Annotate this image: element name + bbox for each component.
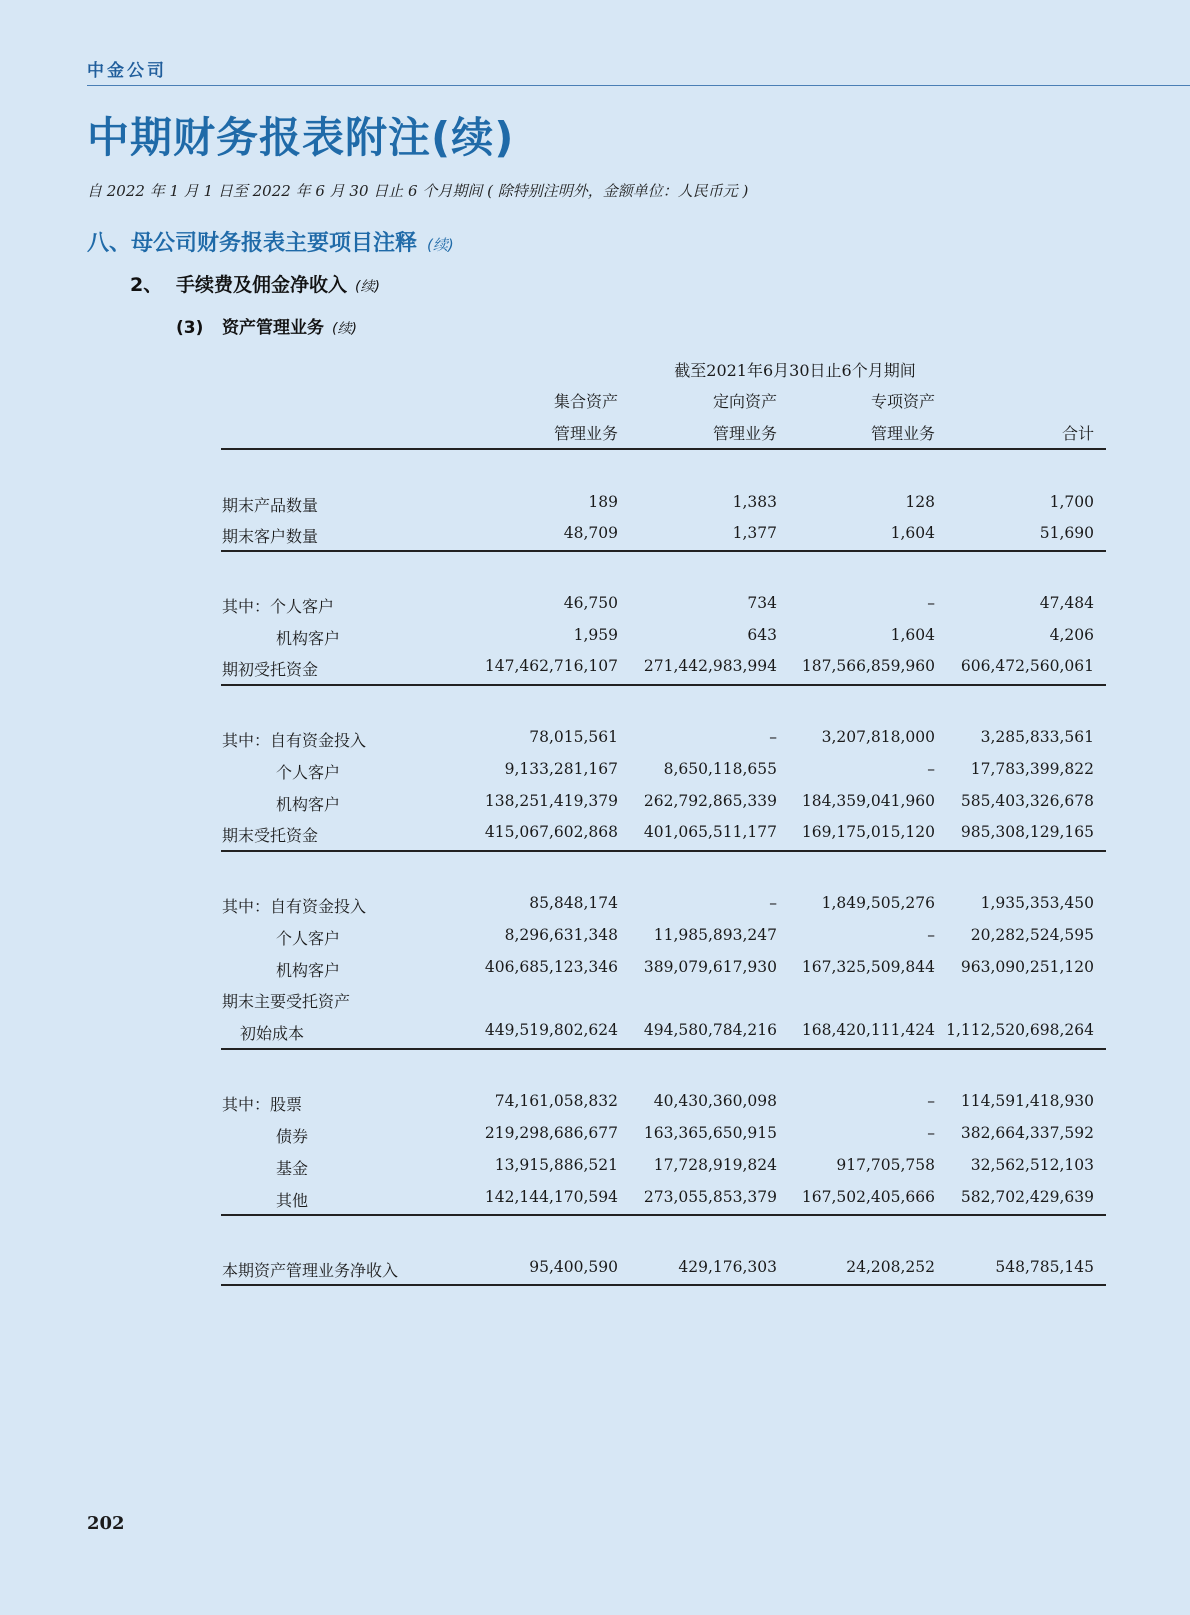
- table-row: [0, 728, 1190, 752]
- row-value: 917,705,758: [836, 1156, 935, 1174]
- row-value: 1,112,520,698,264: [946, 1021, 1094, 1039]
- row-value: 142,144,170,594: [484, 1188, 618, 1206]
- table-row: [0, 1021, 1190, 1045]
- row-value: 271,442,983,994: [643, 657, 777, 675]
- row-value: 3,207,818,000: [821, 728, 935, 746]
- row-value: 17,728,919,824: [653, 1156, 777, 1174]
- subsubsection-title: 资产管理业务: [222, 318, 324, 338]
- row-label: 期末主要受托资产: [222, 992, 351, 1011]
- row-value: 13,915,886,521: [494, 1156, 618, 1174]
- row-value: 1,935,353,450: [980, 894, 1094, 912]
- row-label: 机构客户: [276, 795, 341, 814]
- row-value: 985,308,129,165: [960, 823, 1094, 841]
- table-header-rule: [221, 448, 1106, 450]
- row-value: 406,685,123,346: [484, 958, 618, 976]
- row-label: 本期资产管理业务净收入: [222, 1261, 399, 1280]
- row-value: –: [769, 894, 777, 912]
- row-label: 债券: [276, 1127, 309, 1146]
- row-label: 其中：自有资金投入: [222, 897, 367, 916]
- row-value: 1,700: [1049, 493, 1094, 511]
- subsection-cont: (续): [355, 279, 380, 295]
- table-row: [0, 958, 1190, 982]
- row-value: 1,604: [890, 626, 935, 644]
- row-value: 32,562,512,103: [970, 1156, 1094, 1174]
- row-value: 548,785,145: [995, 1258, 1094, 1276]
- row-value: 3,285,833,561: [980, 728, 1094, 746]
- table-row: [0, 823, 1190, 847]
- section-title: 八、母公司财务报表主要项目注释: [87, 231, 418, 256]
- row-value: 273,055,853,379: [643, 1188, 777, 1206]
- row-value: 585,403,326,678: [960, 792, 1094, 810]
- row-value: 582,702,429,639: [960, 1188, 1094, 1206]
- row-value: 449,519,802,624: [484, 1021, 618, 1039]
- row-label: 其中：个人客户: [222, 597, 335, 616]
- table-row: [0, 1156, 1190, 1180]
- col3-header-line1: 专项资产: [870, 392, 935, 411]
- row-value: 1,383: [732, 493, 777, 511]
- row-value: 48,709: [563, 524, 618, 542]
- row-value: 219,298,686,677: [484, 1124, 618, 1142]
- table-row: [0, 1124, 1190, 1148]
- table-row: [0, 989, 1190, 1013]
- row-value: 20,282,524,595: [970, 926, 1094, 944]
- row-label: 机构客户: [276, 629, 341, 648]
- table-row: [0, 894, 1190, 918]
- row-value: 74,161,058,832: [494, 1092, 618, 1110]
- row-value: 1,849,505,276: [821, 894, 935, 912]
- row-value: 138,251,419,379: [484, 792, 618, 810]
- table-rule: [221, 1048, 1106, 1050]
- header-rule: [87, 85, 1190, 86]
- row-value: 9,133,281,167: [504, 760, 618, 778]
- col1-header-line2: 管理业务: [553, 424, 618, 443]
- row-value: 643: [747, 626, 777, 644]
- table-rule: [221, 550, 1106, 552]
- row-label: 期末产品数量: [222, 496, 319, 515]
- table-row: [0, 657, 1190, 681]
- row-label: 其中：股票: [222, 1095, 303, 1114]
- row-value: –: [927, 760, 935, 778]
- table-rule: [221, 684, 1106, 686]
- row-label: 基金: [276, 1159, 309, 1178]
- table-rule: [221, 850, 1106, 852]
- subsection-number: 2、: [130, 274, 163, 296]
- row-value: 169,175,015,120: [801, 823, 935, 841]
- table-row: [0, 760, 1190, 784]
- row-value: 51,690: [1039, 524, 1094, 542]
- col3-header-line2: 管理业务: [870, 424, 935, 443]
- row-value: 167,502,405,666: [801, 1188, 935, 1206]
- row-value: 47,484: [1039, 594, 1094, 612]
- row-label: 初始成本: [240, 1024, 305, 1043]
- row-label: 期末客户数量: [222, 527, 319, 546]
- row-value: –: [927, 594, 935, 612]
- page-subtitle: 自 2022 年 1 月 1 日至 2022 年 6 月 30 日止 6 个月期间 ( 除特别注明外，金额单位：人民币元 ): [87, 182, 749, 200]
- row-value: 163,365,650,915: [643, 1124, 777, 1142]
- row-value: 1,377: [732, 524, 777, 542]
- row-label: 期初受托资金: [222, 660, 319, 679]
- row-value: 389,079,617,930: [643, 958, 777, 976]
- row-value: 963,090,251,120: [960, 958, 1094, 976]
- row-value: 189: [588, 493, 618, 511]
- table-row: [0, 926, 1190, 950]
- row-label: 个人客户: [276, 763, 341, 782]
- row-value: 8,296,631,348: [504, 926, 618, 944]
- table-period-heading: 截至2021年6月30日止6个月期间: [674, 361, 916, 380]
- row-value: 401,065,511,177: [643, 823, 777, 841]
- row-value: –: [769, 728, 777, 746]
- table-row: [0, 1258, 1190, 1282]
- row-label: 其他: [276, 1191, 309, 1210]
- row-value: 11,985,893,247: [653, 926, 777, 944]
- company-name: 中金公司: [87, 61, 167, 81]
- row-value: –: [927, 926, 935, 944]
- page-title: 中期财务报表附注(续): [87, 113, 515, 162]
- table-row: [0, 1092, 1190, 1116]
- table-row: [0, 792, 1190, 816]
- row-value: 1,604: [890, 524, 935, 542]
- row-value: 262,792,865,339: [643, 792, 777, 810]
- row-value: 606,472,560,061: [960, 657, 1094, 675]
- row-value: 494,580,784,216: [643, 1021, 777, 1039]
- row-value: 114,591,418,930: [960, 1092, 1094, 1110]
- subsubsection-cont: (续): [332, 321, 357, 337]
- row-value: 8,650,118,655: [663, 760, 777, 778]
- col2-header-line2: 管理业务: [712, 424, 777, 443]
- row-value: 85,848,174: [529, 894, 618, 912]
- row-value: 46,750: [563, 594, 618, 612]
- row-value: 40,430,360,098: [653, 1092, 777, 1110]
- table-bottom-rule: [221, 1284, 1106, 1286]
- row-value: 184,359,041,960: [801, 792, 935, 810]
- row-value: 167,325,509,844: [801, 958, 935, 976]
- row-value: 187,566,859,960: [801, 657, 935, 675]
- col2-header-line1: 定向资产: [712, 392, 777, 411]
- row-label: 其中：自有资金投入: [222, 731, 367, 750]
- row-value: 168,420,111,424: [801, 1021, 935, 1039]
- row-value: 1,959: [573, 626, 618, 644]
- row-value: 734: [747, 594, 777, 612]
- page-number: 202: [87, 1513, 125, 1534]
- section-heading: [87, 226, 454, 257]
- row-value: 147,462,716,107: [484, 657, 618, 675]
- row-value: 382,664,337,592: [960, 1124, 1094, 1142]
- row-value: 24,208,252: [846, 1258, 935, 1276]
- table-row: [0, 524, 1190, 548]
- row-value: –: [927, 1092, 935, 1110]
- subsubsection-heading: [176, 313, 357, 338]
- row-value: 78,015,561: [529, 728, 618, 746]
- subsection-heading: [130, 270, 380, 297]
- table-row: [0, 594, 1190, 618]
- row-value: 17,783,399,822: [970, 760, 1094, 778]
- row-value: –: [927, 1124, 935, 1142]
- subsubsection-number: (3): [176, 318, 204, 338]
- row-label: 机构客户: [276, 961, 341, 980]
- table-row: [0, 626, 1190, 650]
- row-value: 4,206: [1049, 626, 1094, 644]
- section-cont: (续): [427, 236, 454, 254]
- row-label: 期末受托资金: [222, 826, 319, 845]
- row-value: 415,067,602,868: [484, 823, 618, 841]
- table-row: [0, 493, 1190, 517]
- row-value: 429,176,303: [678, 1258, 777, 1276]
- col1-header-line1: 集合资产: [553, 392, 618, 411]
- row-value: 128: [905, 493, 935, 511]
- table-row: [0, 1188, 1190, 1212]
- row-label: 个人客户: [276, 929, 341, 948]
- table-rule: [221, 1214, 1106, 1216]
- col4-header-line2: 合计: [1061, 424, 1094, 443]
- subsection-title: 手续费及佣金净收入: [176, 274, 348, 296]
- row-value: 95,400,590: [529, 1258, 618, 1276]
